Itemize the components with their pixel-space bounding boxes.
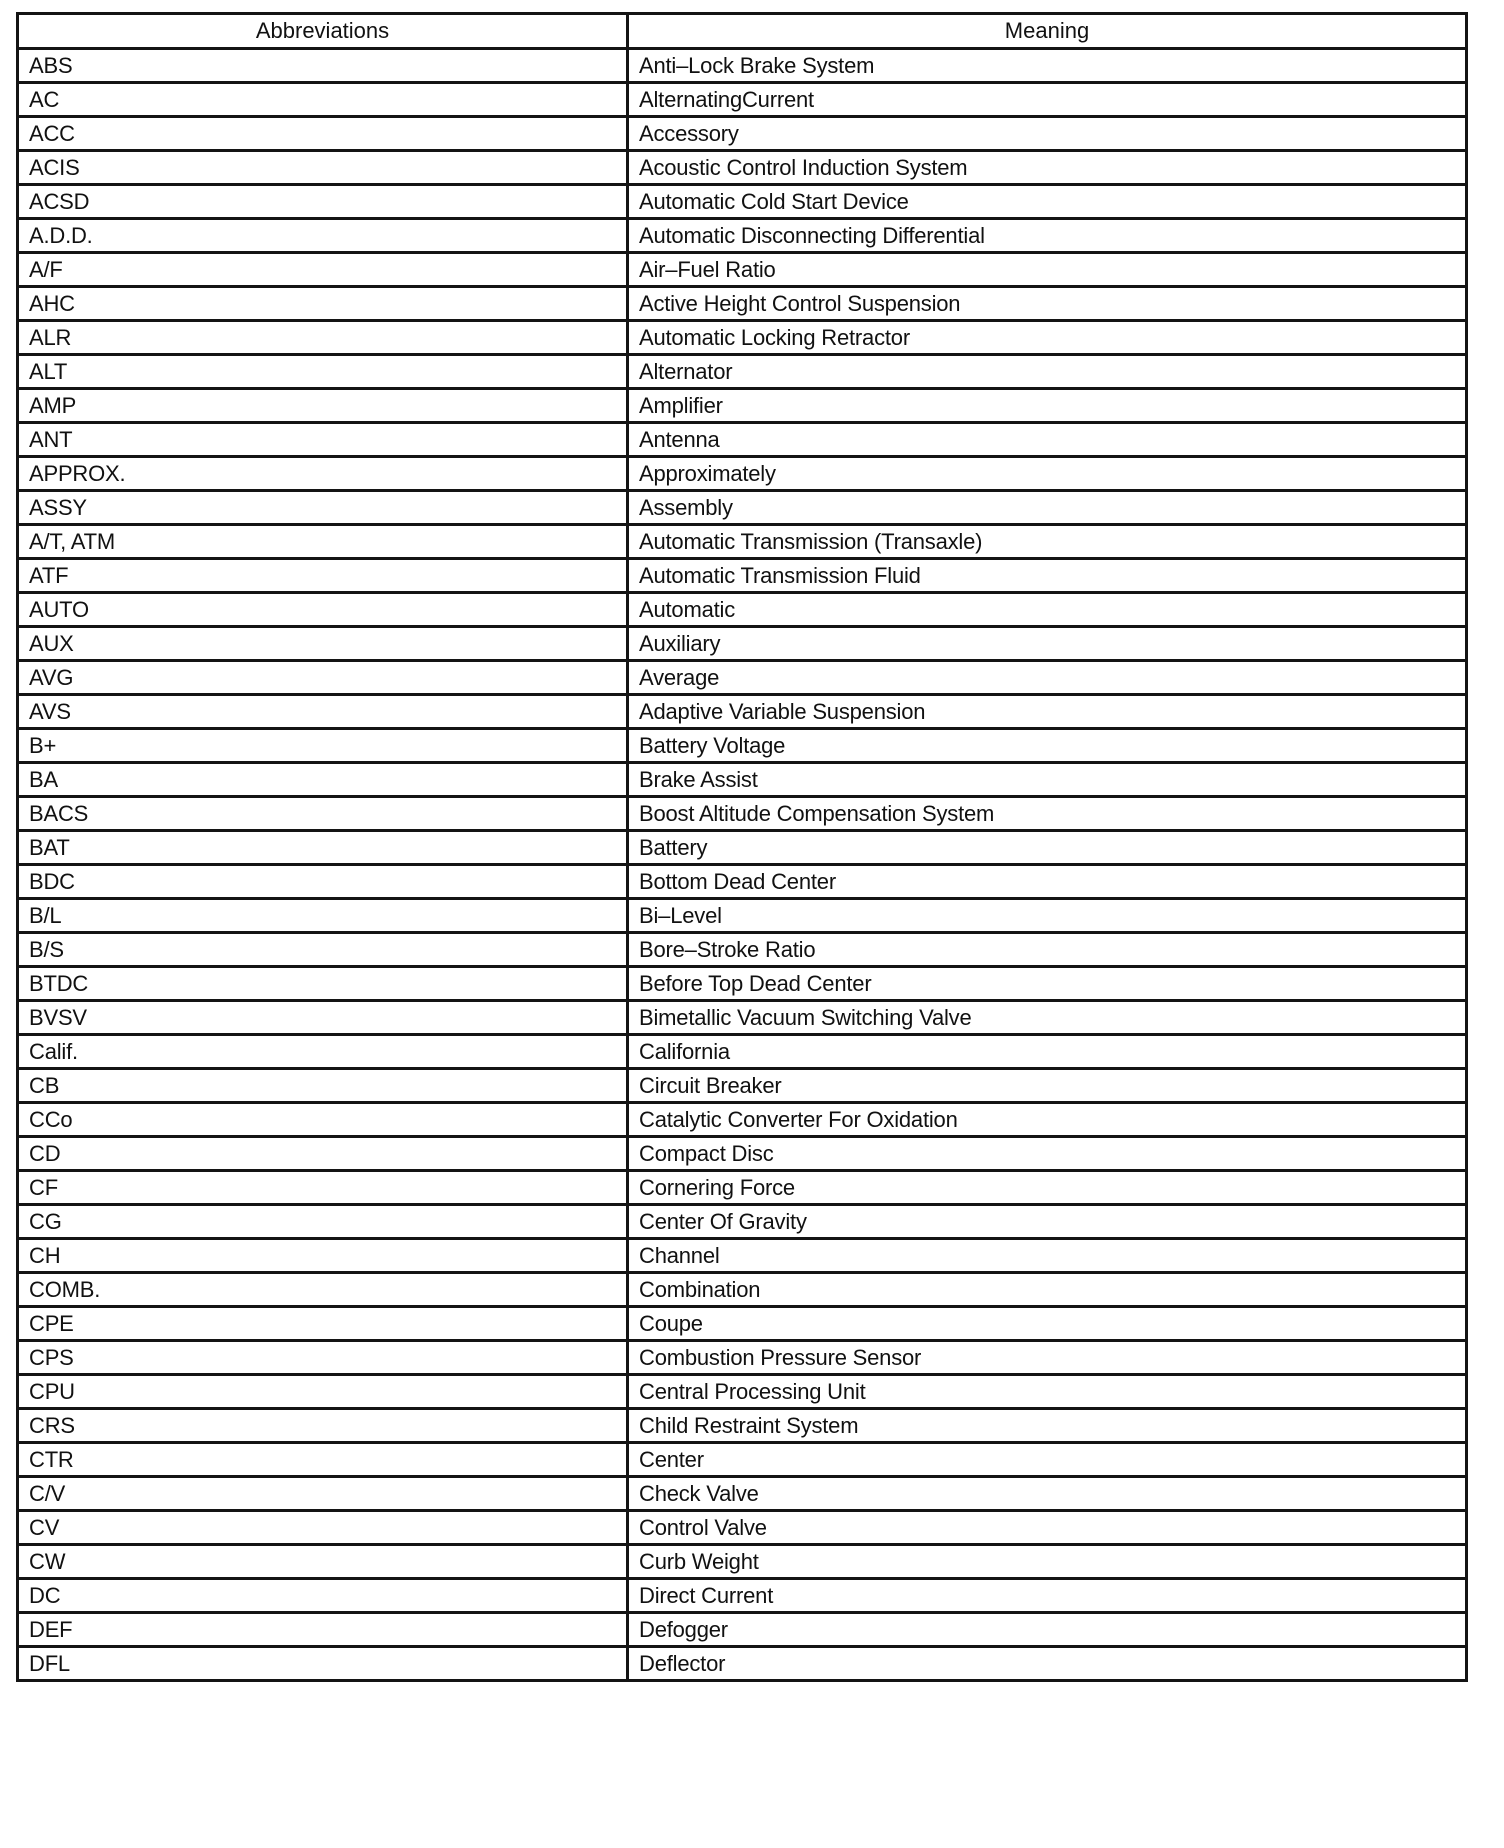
table-row — [18, 117, 1467, 151]
meaning-cell: Antenna — [628, 423, 1467, 457]
table-row — [18, 1443, 1467, 1477]
table-row — [18, 1409, 1467, 1443]
table-row — [18, 525, 1467, 559]
table-row — [18, 729, 1467, 763]
table-row — [18, 185, 1467, 219]
abbreviation-cell: ATF — [18, 559, 628, 593]
abbreviation-cell: CPU — [18, 1375, 628, 1409]
meaning-cell: Boost Altitude Compensation System — [628, 797, 1467, 831]
table-row — [18, 1205, 1467, 1239]
abbreviation-cell: APPROX. — [18, 457, 628, 491]
table-row — [18, 457, 1467, 491]
table-row — [18, 1579, 1467, 1613]
meaning-cell: Anti–Lock Brake System — [628, 49, 1467, 83]
abbreviation-cell: B/L — [18, 899, 628, 933]
table-row — [18, 865, 1467, 899]
table-row — [18, 151, 1467, 185]
meaning-cell: Accessory — [628, 117, 1467, 151]
abbreviation-cell: CTR — [18, 1443, 628, 1477]
column-header-abbreviations: Abbreviations — [18, 14, 628, 49]
abbreviation-cell: BACS — [18, 797, 628, 831]
abbreviation-cell: AUTO — [18, 593, 628, 627]
abbreviation-cell: B+ — [18, 729, 628, 763]
abbreviation-cell: AHC — [18, 287, 628, 321]
meaning-cell: Combination — [628, 1273, 1467, 1307]
table-row — [18, 661, 1467, 695]
table-row — [18, 695, 1467, 729]
abbreviations-sheet — [16, 12, 1465, 1682]
table-row — [18, 1171, 1467, 1205]
abbreviation-cell: AUX — [18, 627, 628, 661]
abbreviation-cell: DC — [18, 1579, 628, 1613]
table-row — [18, 253, 1467, 287]
abbreviation-cell: ACIS — [18, 151, 628, 185]
meaning-cell: Auxiliary — [628, 627, 1467, 661]
meaning-cell: Automatic Transmission (Transaxle) — [628, 525, 1467, 559]
abbreviation-cell: ALR — [18, 321, 628, 355]
meaning-cell: Curb Weight — [628, 1545, 1467, 1579]
abbreviation-cell: DEF — [18, 1613, 628, 1647]
table-row — [18, 1103, 1467, 1137]
abbreviation-cell: B/S — [18, 933, 628, 967]
abbreviation-cell: ACSD — [18, 185, 628, 219]
abbreviation-cell: CF — [18, 1171, 628, 1205]
table-row — [18, 49, 1467, 83]
abbreviation-cell: BDC — [18, 865, 628, 899]
table-row — [18, 967, 1467, 1001]
table-row — [18, 763, 1467, 797]
abbreviation-cell: CRS — [18, 1409, 628, 1443]
table-row — [18, 83, 1467, 117]
table-row — [18, 899, 1467, 933]
abbreviation-cell: CD — [18, 1137, 628, 1171]
abbreviation-cell: A.D.D. — [18, 219, 628, 253]
meaning-cell: Catalytic Converter For Oxidation — [628, 1103, 1467, 1137]
meaning-cell: Automatic — [628, 593, 1467, 627]
abbreviation-cell: ASSY — [18, 491, 628, 525]
meaning-cell: Coupe — [628, 1307, 1467, 1341]
table-row — [18, 423, 1467, 457]
abbreviation-cell: AVG — [18, 661, 628, 695]
meaning-cell: Automatic Cold Start Device — [628, 185, 1467, 219]
abbreviation-cell: CH — [18, 1239, 628, 1273]
abbreviation-cell: BAT — [18, 831, 628, 865]
abbreviation-cell: Calif. — [18, 1035, 628, 1069]
table-row — [18, 933, 1467, 967]
meaning-cell: Battery Voltage — [628, 729, 1467, 763]
meaning-cell: Adaptive Variable Suspension — [628, 695, 1467, 729]
meaning-cell: Automatic Disconnecting Differential — [628, 219, 1467, 253]
abbreviation-cell: AMP — [18, 389, 628, 423]
meaning-cell: Automatic Locking Retractor — [628, 321, 1467, 355]
meaning-cell: Child Restraint System — [628, 1409, 1467, 1443]
meaning-cell: Automatic Transmission Fluid — [628, 559, 1467, 593]
table-row — [18, 491, 1467, 525]
meaning-cell: Amplifier — [628, 389, 1467, 423]
meaning-cell: Combustion Pressure Sensor — [628, 1341, 1467, 1375]
meaning-cell: Alternator — [628, 355, 1467, 389]
column-header-meaning: Meaning — [628, 14, 1467, 49]
abbreviation-cell: CB — [18, 1069, 628, 1103]
abbreviation-cell: CPE — [18, 1307, 628, 1341]
abbreviation-cell: CW — [18, 1545, 628, 1579]
table-row — [18, 219, 1467, 253]
table-row — [18, 389, 1467, 423]
abbreviation-cell: BA — [18, 763, 628, 797]
table-row — [18, 287, 1467, 321]
abbreviation-cell: AC — [18, 83, 628, 117]
meaning-cell: Center Of Gravity — [628, 1205, 1467, 1239]
meaning-cell: AlternatingCurrent — [628, 83, 1467, 117]
meaning-cell: Battery — [628, 831, 1467, 865]
meaning-cell: Acoustic Control Induction System — [628, 151, 1467, 185]
table-row — [18, 1035, 1467, 1069]
table-body — [18, 49, 1467, 1681]
meaning-cell: Bottom Dead Center — [628, 865, 1467, 899]
meaning-cell: Air–Fuel Ratio — [628, 253, 1467, 287]
meaning-cell: Compact Disc — [628, 1137, 1467, 1171]
table-row — [18, 1307, 1467, 1341]
table-header-row — [18, 14, 1467, 49]
table-row — [18, 627, 1467, 661]
table-row — [18, 1477, 1467, 1511]
table-row — [18, 1273, 1467, 1307]
meaning-cell: Central Processing Unit — [628, 1375, 1467, 1409]
meaning-cell: Before Top Dead Center — [628, 967, 1467, 1001]
table-row — [18, 355, 1467, 389]
abbreviation-cell: DFL — [18, 1647, 628, 1681]
meaning-cell: Bi–Level — [628, 899, 1467, 933]
abbreviation-cell: COMB. — [18, 1273, 628, 1307]
table-row — [18, 1375, 1467, 1409]
abbreviation-cell: C/V — [18, 1477, 628, 1511]
abbreviations-table — [16, 12, 1468, 1682]
table-row — [18, 559, 1467, 593]
meaning-cell: Bore–Stroke Ratio — [628, 933, 1467, 967]
abbreviation-cell: CPS — [18, 1341, 628, 1375]
abbreviation-cell: ACC — [18, 117, 628, 151]
meaning-cell: Bimetallic Vacuum Switching Valve — [628, 1001, 1467, 1035]
meaning-cell: California — [628, 1035, 1467, 1069]
table-row — [18, 1545, 1467, 1579]
table-row — [18, 797, 1467, 831]
table-row — [18, 1239, 1467, 1273]
table-row — [18, 1647, 1467, 1681]
table-row — [18, 321, 1467, 355]
table-row — [18, 1069, 1467, 1103]
abbreviation-cell: ABS — [18, 49, 628, 83]
abbreviation-cell: CV — [18, 1511, 628, 1545]
abbreviation-cell: ANT — [18, 423, 628, 457]
meaning-cell: Center — [628, 1443, 1467, 1477]
abbreviation-cell: BTDC — [18, 967, 628, 1001]
table-row — [18, 1341, 1467, 1375]
abbreviation-cell: CG — [18, 1205, 628, 1239]
abbreviation-cell: A/T, ATM — [18, 525, 628, 559]
abbreviation-cell: AVS — [18, 695, 628, 729]
meaning-cell: Direct Current — [628, 1579, 1467, 1613]
table-row — [18, 1511, 1467, 1545]
meaning-cell: Deflector — [628, 1647, 1467, 1681]
meaning-cell: Control Valve — [628, 1511, 1467, 1545]
abbreviation-cell: ALT — [18, 355, 628, 389]
meaning-cell: Approximately — [628, 457, 1467, 491]
meaning-cell: Average — [628, 661, 1467, 695]
table-row — [18, 593, 1467, 627]
table-row — [18, 831, 1467, 865]
meaning-cell: Active Height Control Suspension — [628, 287, 1467, 321]
table-row — [18, 1001, 1467, 1035]
meaning-cell: Check Valve — [628, 1477, 1467, 1511]
meaning-cell: Brake Assist — [628, 763, 1467, 797]
table-row — [18, 1613, 1467, 1647]
abbreviation-cell: A/F — [18, 253, 628, 287]
meaning-cell: Assembly — [628, 491, 1467, 525]
table-row — [18, 1137, 1467, 1171]
meaning-cell: Defogger — [628, 1613, 1467, 1647]
abbreviation-cell: CCo — [18, 1103, 628, 1137]
meaning-cell: Channel — [628, 1239, 1467, 1273]
abbreviation-cell: BVSV — [18, 1001, 628, 1035]
meaning-cell: Circuit Breaker — [628, 1069, 1467, 1103]
meaning-cell: Cornering Force — [628, 1171, 1467, 1205]
